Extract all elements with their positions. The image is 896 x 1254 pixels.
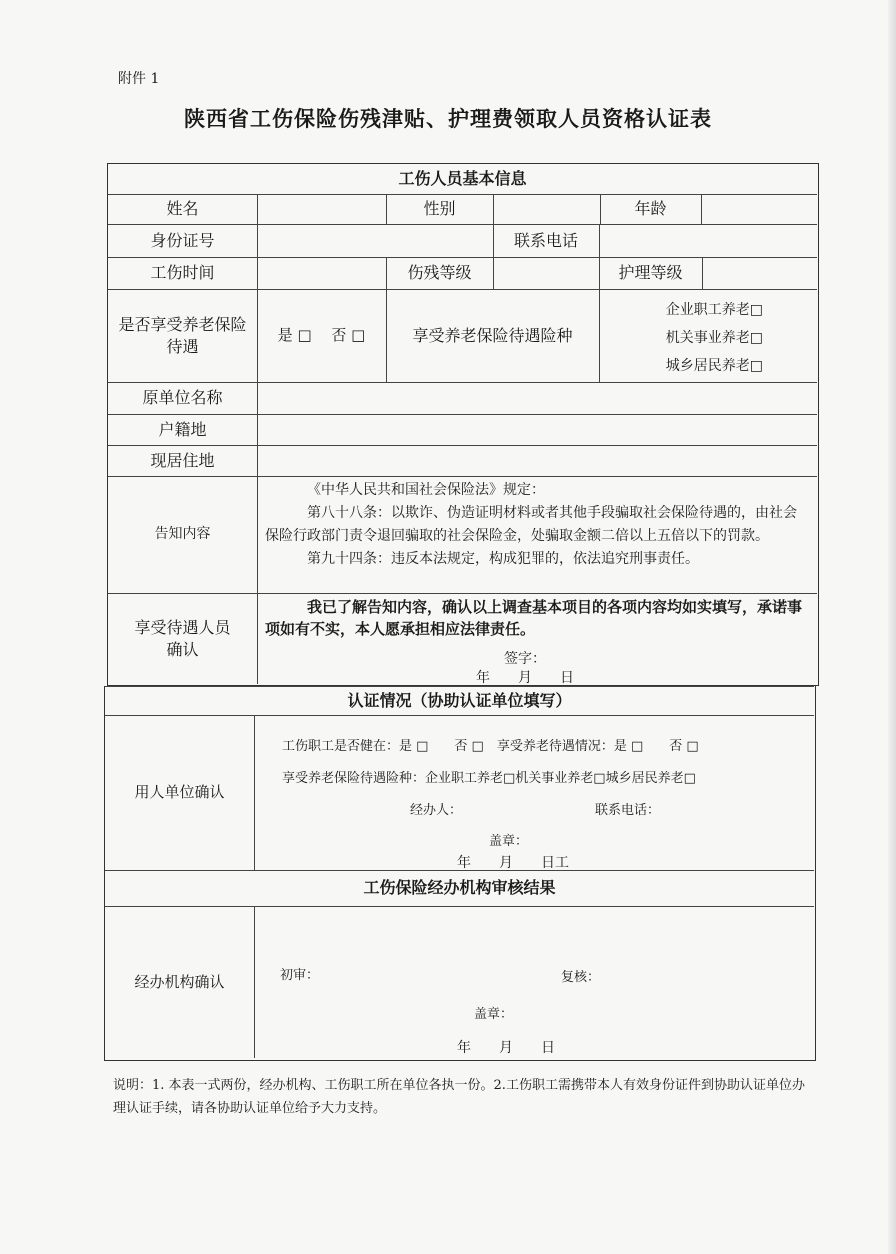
phone-field[interactable] <box>599 224 817 257</box>
page-edge <box>888 0 896 1254</box>
pension-yes-no-checkboxes[interactable]: 是 □ 否 □ <box>277 326 366 345</box>
notice-label: 告知内容 <box>154 526 211 543</box>
resident-pension-option[interactable]: 城乡居民养老□ <box>665 357 763 374</box>
agency-confirm-label: 经办机构确认 <box>134 972 225 991</box>
confirm-statement: 我已了解告知内容，确认以上调查基本项目的各项内容均如实填写，承诺事项如有不实，本人愿承担相应法律责任。 <box>265 598 803 638</box>
injury-time-field[interactable] <box>257 257 386 289</box>
initial-review-label: 初审： <box>280 968 320 983</box>
household-field[interactable] <box>257 414 817 445</box>
handler-label: 经办人： <box>410 803 463 818</box>
enterprise-pension-option[interactable]: 企业职工养老□ <box>665 301 763 318</box>
notice-article-88: 第八十八条：以欺诈、伪造证明材料或者其他手段骗取社会保险待遇的，由社会保险行政部门责令退回骗取的社会保险金，处骗取金额二倍以上五倍以下的罚款。 <box>265 505 797 544</box>
residence-field[interactable] <box>257 445 817 476</box>
institution-pension-option[interactable]: 机关事业养老□ <box>665 329 763 346</box>
section-agency-review-header: 工伤保险经办机构审核结果 <box>363 878 556 898</box>
pension-question-label: 是否享受养老保险待遇 <box>118 314 247 356</box>
injury-time-label: 工伤时间 <box>150 263 215 283</box>
name-field[interactable] <box>257 194 386 224</box>
disability-level-field[interactable] <box>493 257 599 289</box>
pension-type-label: 享受养老保险待遇险种 <box>412 325 573 345</box>
certification-table <box>104 686 816 1061</box>
gender-label: 性别 <box>423 199 456 219</box>
employer-date: 年 月 日工 <box>457 855 569 871</box>
pension-type-options[interactable]: 享受养老保险待遇险种：企业职工养老□机关事业养老□城乡居民养老□ <box>282 771 696 786</box>
former-unit-label: 原单位名称 <box>142 388 223 408</box>
id-number-label: 身份证号 <box>150 230 215 250</box>
notice-law-title: 《中华人民共和国社会保险法》规定： <box>307 482 545 498</box>
phone-label: 联系电话 <box>513 230 578 250</box>
gender-field[interactable] <box>493 194 600 224</box>
signature-label: 签字： <box>504 651 546 667</box>
id-number-field[interactable] <box>257 224 493 257</box>
agency-date: 年 月 日 <box>457 1040 555 1056</box>
form-title: 陕西省工伤保险伤残津贴、护理费领取人员资格认证表 <box>184 106 712 131</box>
care-level-label: 护理等级 <box>618 263 683 283</box>
employer-confirm-label: 用人单位确认 <box>134 783 225 802</box>
household-label: 户籍地 <box>158 419 207 439</box>
basic-info-table <box>107 163 819 686</box>
confirm-date: 年 月 日 <box>476 670 574 686</box>
section-certification-header: 认证情况（协助认证单位填写） <box>347 690 572 710</box>
employer-seal-label: 盖章： <box>489 834 529 849</box>
section-basic-info-header: 工伤人员基本信息 <box>398 169 527 189</box>
residence-label: 现居住地 <box>150 450 215 470</box>
recheck-label: 复核： <box>561 970 601 985</box>
former-unit-field[interactable] <box>257 382 817 414</box>
instructions-note: 说明：1. 本表一式两份，经办机构、工伤职工所在单位各执一份。2.工伤职工需携带本人有效身份证件到协助认证单位办理认证手续，请各协助认证单位给予大力支持。 <box>113 1078 805 1116</box>
attachment-label: 附件 1 <box>118 71 160 87</box>
alive-and-pension-status[interactable]: 工伤职工是否健在：是 □ 否 □ 享受养老待遇情况：是 □ 否 □ <box>282 739 699 754</box>
disability-level-label: 伤残等级 <box>407 263 472 283</box>
name-label: 姓名 <box>166 199 199 219</box>
contact-phone-label: 联系电话： <box>595 803 661 818</box>
age-label: 年龄 <box>634 199 667 219</box>
age-field[interactable] <box>701 194 817 224</box>
agency-seal-label: 盖章： <box>474 1007 514 1022</box>
notice-article-94: 第九十四条：违反本法规定，构成犯罪的，依法追究刑事责任。 <box>307 551 699 567</box>
notice-content <box>265 479 810 571</box>
care-level-field[interactable] <box>702 257 817 289</box>
confirm-label: 享受待遇人员确认 <box>134 618 231 659</box>
